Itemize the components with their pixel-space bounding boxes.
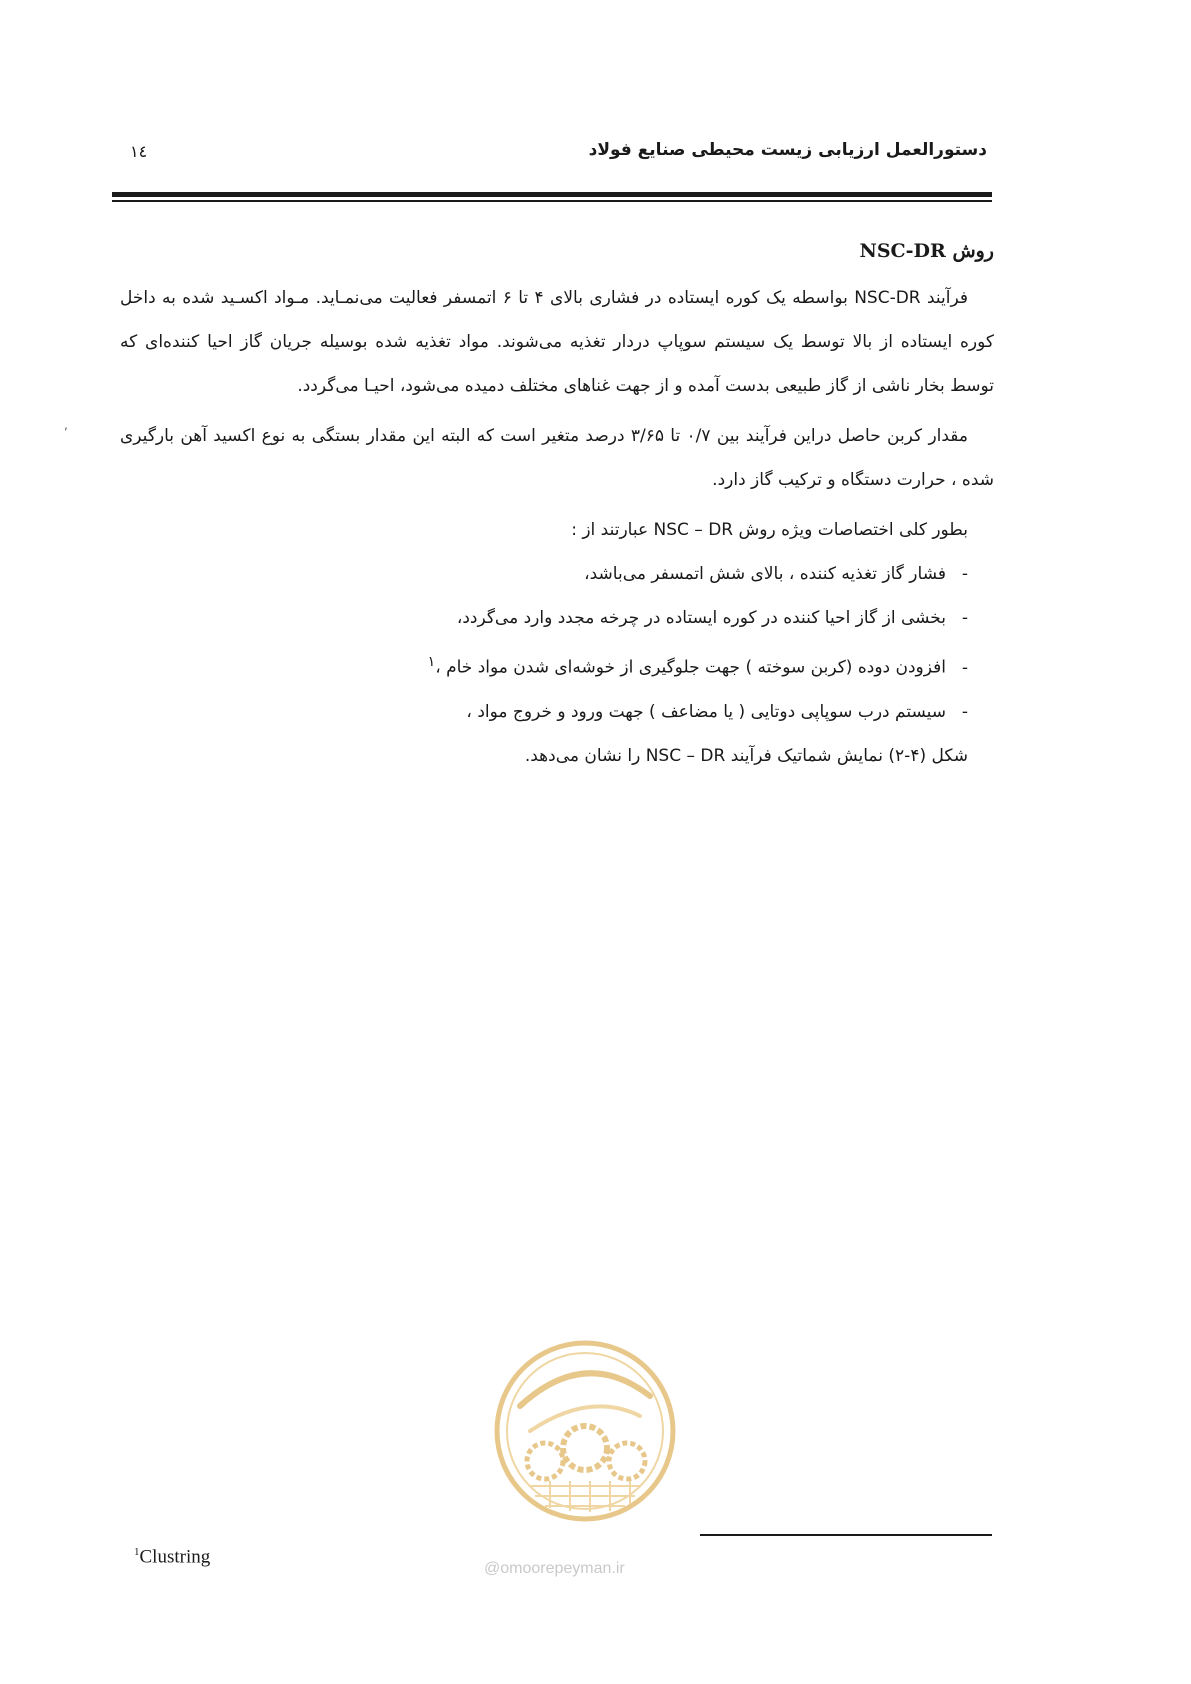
margin-mark: , — [64, 418, 68, 432]
watermark-seal-icon — [490, 1336, 680, 1526]
section-heading: روش NSC-DR — [859, 240, 994, 262]
feature-dash: - — [961, 701, 968, 722]
feature-dash: - — [961, 564, 968, 584]
header-title: دستورالعمل ارزیابی زیست محیطی صنایع فولاد — [588, 140, 987, 160]
feature-text: سیستم درب سوپاپی دوتایی ( یا مضاعف ) جهت ورود و خروج مواد ، — [466, 701, 946, 722]
feature-item — [120, 690, 994, 734]
watermark-url: @omoorepeyman.ir — [484, 1560, 625, 1577]
footnote — [134, 1546, 210, 1568]
header-rule-thick — [112, 192, 992, 197]
paragraph-1: فرآیند NSC-DR بواسطه یک کوره ایستاده در فشاری بالای ۴ تا ۶ اتمسفر فعالیت می‌نمـاید. مـواد اکسـید شده به داخل کوره ایستاده از بالا توسط یک سیستم سوپاپ دردار تغذیه می‌شوند. مواد تغذیه شده بوسیله جریان گاز احیا کننده‌ای که توسط بخار ناشی از گاز طبیعی بدست آمده و از جهت غناهای مختلف دمیده می‌شود، احیـا می‌گردد. — [120, 288, 994, 396]
feature-dash: - — [961, 608, 968, 628]
footnote-rule — [700, 1534, 992, 1536]
feature-text: افزودن دوده (کربن سوخته ) جهت جلوگیری از خوشه‌ای شدن مواد خام ، — [435, 657, 946, 678]
feature-text: فشار گاز تغذیه کننده ، بالای شش اتمسفر می‌باشد، — [584, 564, 946, 584]
figure-caption: شکل (۴-۲) نمایش شماتیک فرآیند NSC – DR را نشان می‌دهد. — [524, 745, 968, 766]
page-header — [120, 140, 987, 170]
features-intro: بطور کلی اختصاصات ویژه روش NSC – DR عبارتند از : — [571, 520, 968, 540]
feature-dash: - — [961, 657, 968, 678]
footnote-number: 1 — [134, 1546, 140, 1558]
header-rule-thin — [112, 200, 992, 202]
page-number: ۱٤ — [130, 142, 148, 161]
footnote-ref: ۱ — [427, 654, 436, 670]
feature-item — [120, 596, 994, 640]
feature-item — [120, 552, 994, 596]
main-content — [120, 240, 994, 778]
paragraph-2: مقدار کربن حاصل دراین فرآیند بین ۰/۷ تا ۳/۶۵ درصد متغیر است که البته این مقدار بستگی به نوع اکسید آهن بارگیری شده ، حرارت دستگاه و ترکیب گاز دارد. — [120, 426, 994, 490]
footnote-text: Clustring — [139, 1546, 211, 1568]
feature-text: بخشی از گاز احیا کننده در کوره ایستاده در چرخه مجدد وارد می‌گردد، — [456, 608, 946, 628]
feature-item — [120, 640, 994, 690]
